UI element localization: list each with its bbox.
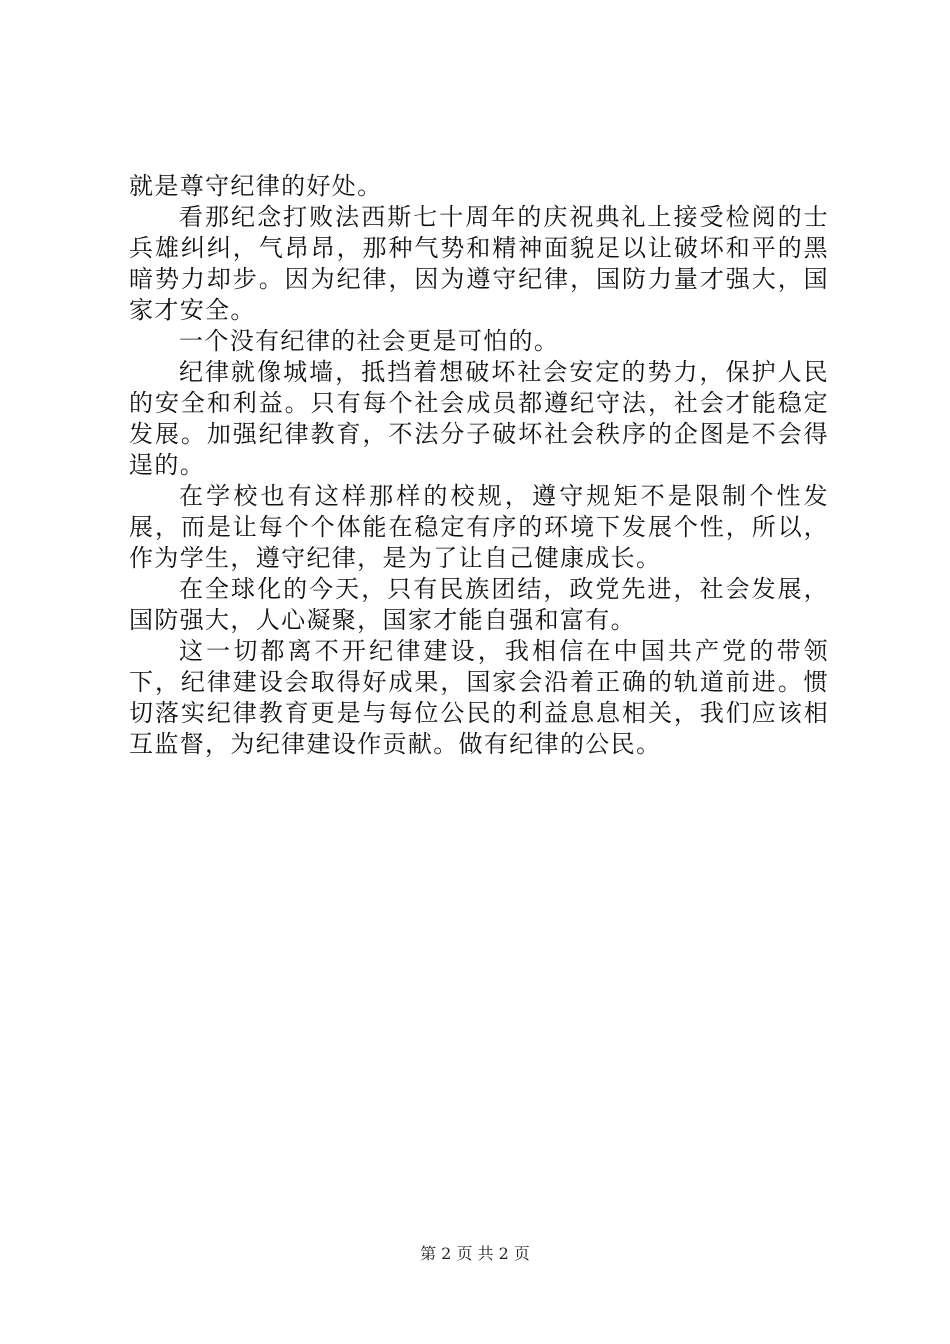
paragraph-school-rules: 在学校也有这样那样的校规，遵守规矩不是限制个性发展，而是让每个个体能在稳定有序的环境下发展个性，所以，作为学生，遵守纪律，是为了让自己健康成长。 <box>129 482 829 572</box>
page-number-footer: 第 2 页 共 2 页 <box>420 1244 530 1263</box>
paragraph-society-without-discipline: 一个没有纪律的社会更是可怕的。 <box>179 327 560 355</box>
paragraph-parade: 看那纪念打败法西斯七十周年的庆祝典礼上接受检阅的士兵雄纠纠，气昂昂，那种气势和精神面貌足以让破坏和平的黑暗势力却步。因为纪律，因为遵守纪律，国防力量才强大，国家才安全。 <box>129 203 829 324</box>
paragraph-globalization: 在全球化的今天，只有民族团结，政党先进，社会发展，国防强大，人心凝聚，国家才能自强和富有。 <box>129 575 829 634</box>
paragraph-city-wall: 纪律就像城墙，抵挡着想破坏社会安定的势力，保护人民的安全和利益。只有每个社会成员都遵纪守法，社会才能稳定发展。加强纪律教育，不法分子破坏社会秩序的企图是不会得逞的。 <box>129 358 829 479</box>
document-body <box>129 171 829 760</box>
paragraph-continuation: 就是尊守纪律的好处。 <box>129 172 383 200</box>
paragraph-conclusion: 这一切都离不开纪律建设，我相信在中国共产党的带领下，纪律建设会取得好成果，国家会沿着正确的轨道前进。惯切落实纪律教育更是与每位公民的利益息息相关，我们应该相互监督，为纪律建设作贡献。做有纪律的公民。 <box>129 637 829 758</box>
